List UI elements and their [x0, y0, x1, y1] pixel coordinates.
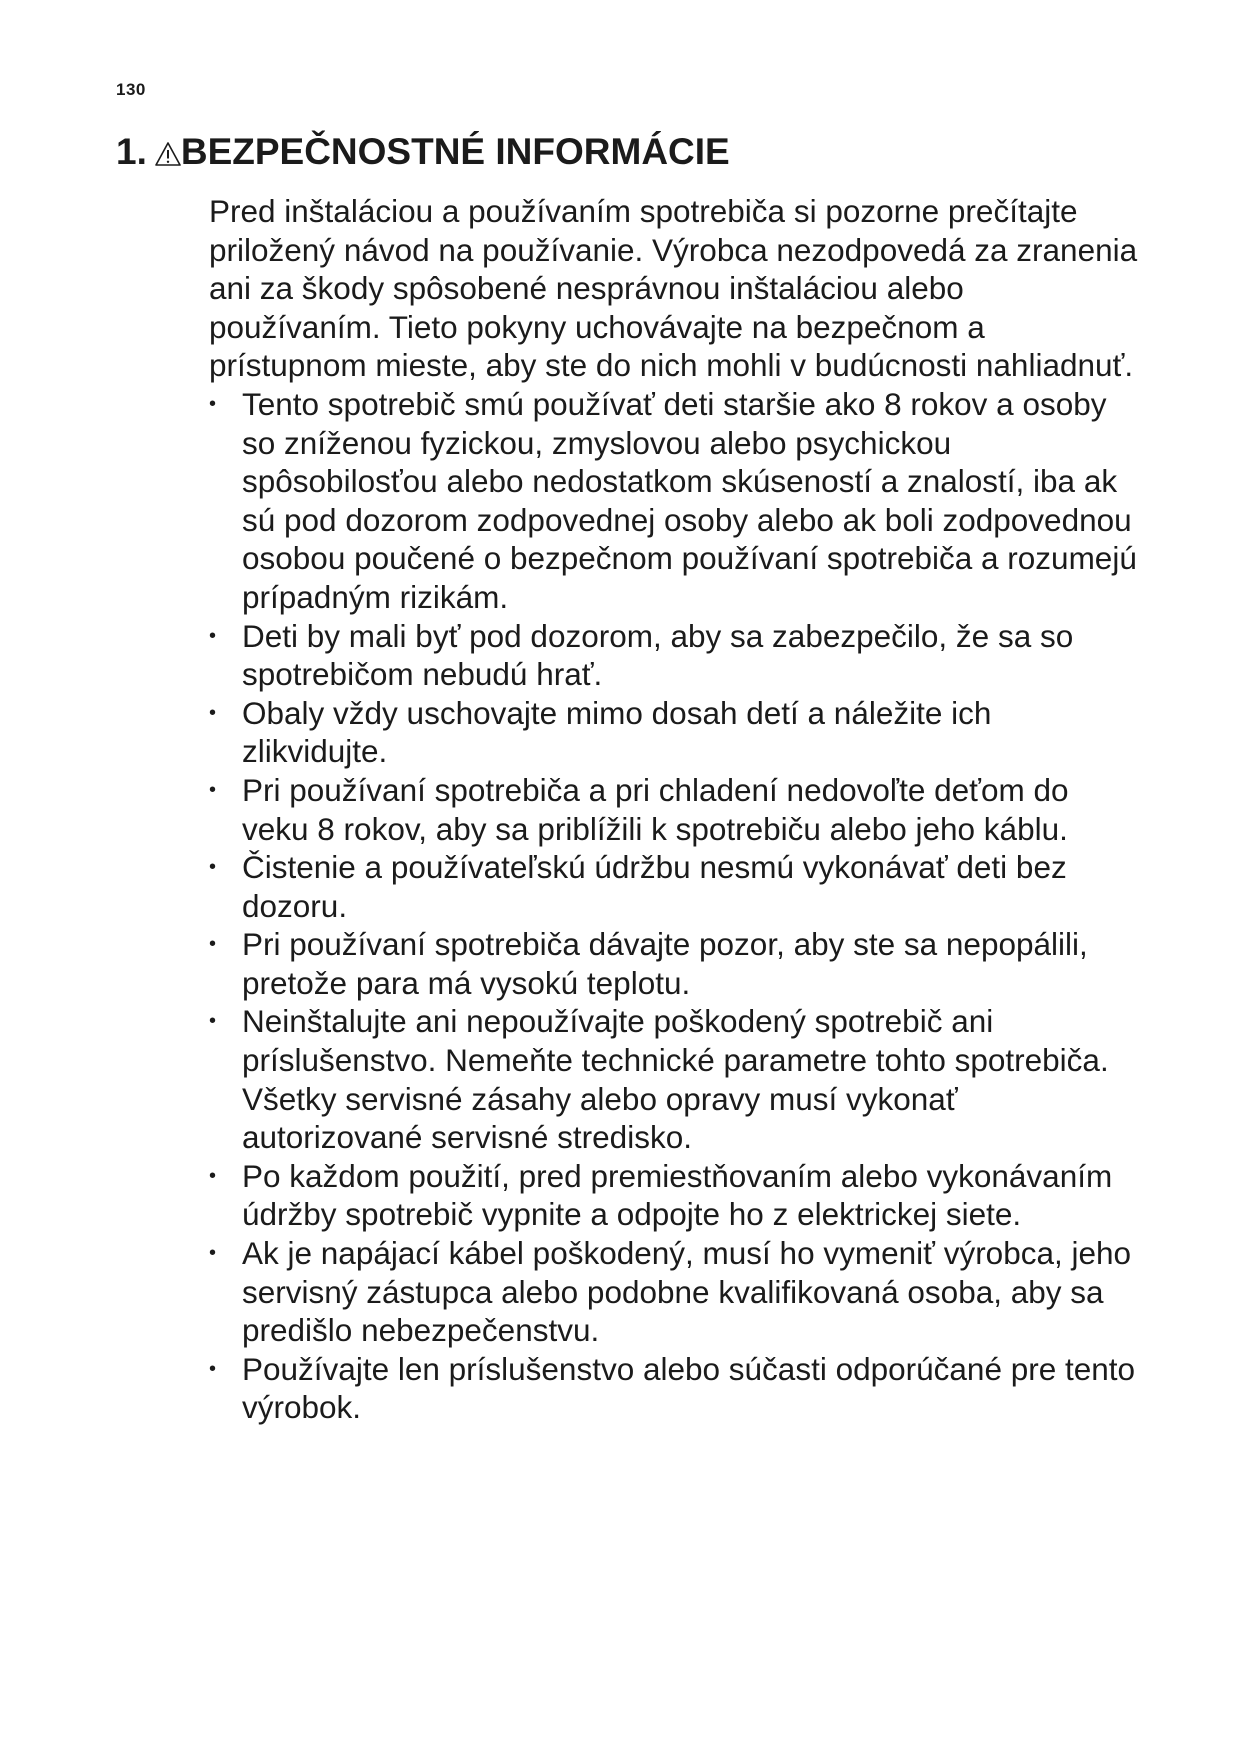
section-title: BEZPEČNOSTNÉ INFORMÁCIE	[180, 131, 730, 172]
bullet-icon: •	[209, 933, 217, 956]
list-item-text: Deti by mali byť pod dozorom, aby sa zabezpečilo, že sa so spotrebičom nebudú hrať.	[242, 617, 1074, 693]
bullet-icon: •	[209, 1164, 217, 1187]
list-item-text: Používajte len príslušenstvo alebo súčasti odporúčané pre tento výrobok.	[242, 1350, 1136, 1426]
list-item	[209, 385, 1139, 617]
list-item	[209, 1002, 1139, 1156]
list-item	[209, 617, 1139, 694]
list-item	[209, 848, 1139, 925]
bullet-icon: •	[209, 392, 217, 415]
list-item	[209, 1350, 1139, 1427]
list-item-text: Pri používaní spotrebiča a pri chladení nedovoľte deťom do veku 8 rokov, aby sa priblížili k spotrebiču alebo jeho káblu.	[242, 771, 1069, 847]
bullet-icon: •	[209, 1357, 217, 1380]
bullet-icon: •	[209, 856, 217, 879]
list-item-text: Čistenie a používateľskú údržbu nesmú vykonávať deti bez dozoru.	[242, 849, 1067, 924]
bullet-icon: •	[209, 1010, 217, 1033]
bullet-icon: •	[209, 701, 217, 724]
list-item	[209, 694, 1139, 771]
warning-triangle-icon	[155, 141, 181, 167]
list-item	[209, 1234, 1139, 1350]
bullet-icon: •	[209, 624, 217, 647]
list-item	[209, 1157, 1139, 1234]
list-item-text: Po každom použití, pred premiestňovaním alebo vykonávaním údržby spotrebič vypnite a odpojte ho z elektrickej siete.	[242, 1157, 1113, 1233]
section-heading	[116, 130, 730, 174]
list-item-text: Ak je napájací kábel poškodený, musí ho vymeniť výrobca, jeho servisný zástupca alebo podobne kvalifikovaná osoba, aby sa predišlo nebezpečenstvu.	[242, 1235, 1132, 1349]
list-item-text: Tento spotrebič smú používať deti staršie ako 8 rokov a osoby so zníženou fyzickou, zmyslovou alebo psychickou spôsobilosťou alebo nedostatkom skúseností a znalostí, iba ak sú pod dozorom zodpovednej osoby alebo ak boli zodpovednou osobou poučené o bezpečnom používaní spotrebiča a rozumejú prípadným rizikám.	[242, 385, 1137, 615]
list-item-text: Pri používaní spotrebiča dávajte pozor, aby ste sa nepopálili, pretože para má vysokú teplotu.	[242, 926, 1088, 1001]
list-item	[209, 925, 1139, 1002]
bullet-icon: •	[209, 778, 217, 801]
page-number: 130	[116, 80, 146, 99]
bullet-icon: •	[209, 1242, 217, 1265]
intro-paragraph: Pred inštaláciou a používaním spotrebiča si pozorne prečítajte priložený návod na používanie. Výrobca nezodpovedá za zranenia ani za škody spôsobené nesprávnou inštaláciou alebo používaním. Tieto pokyny uchovávajte na bezpečnom a prístupnom mieste, aby ste do nich mohli v budúcnosti nahliadnuť.	[209, 193, 1138, 384]
section-number: 1.	[116, 131, 147, 172]
safety-content	[209, 192, 1139, 1427]
safety-bullet-list	[209, 385, 1139, 1427]
list-item-text: Obaly vždy uschovajte mimo dosah detí a náležite ich zlikvidujte.	[242, 694, 992, 770]
list-item-text: Neinštalujte ani nepoužívajte poškodený spotrebič ani príslušenstvo. Nemeňte technické parametre tohto spotrebiča. Všetky servisné zásahy alebo opravy musí vykonať autorizované servisné stredisko.	[242, 1003, 1109, 1156]
list-item	[209, 771, 1139, 848]
